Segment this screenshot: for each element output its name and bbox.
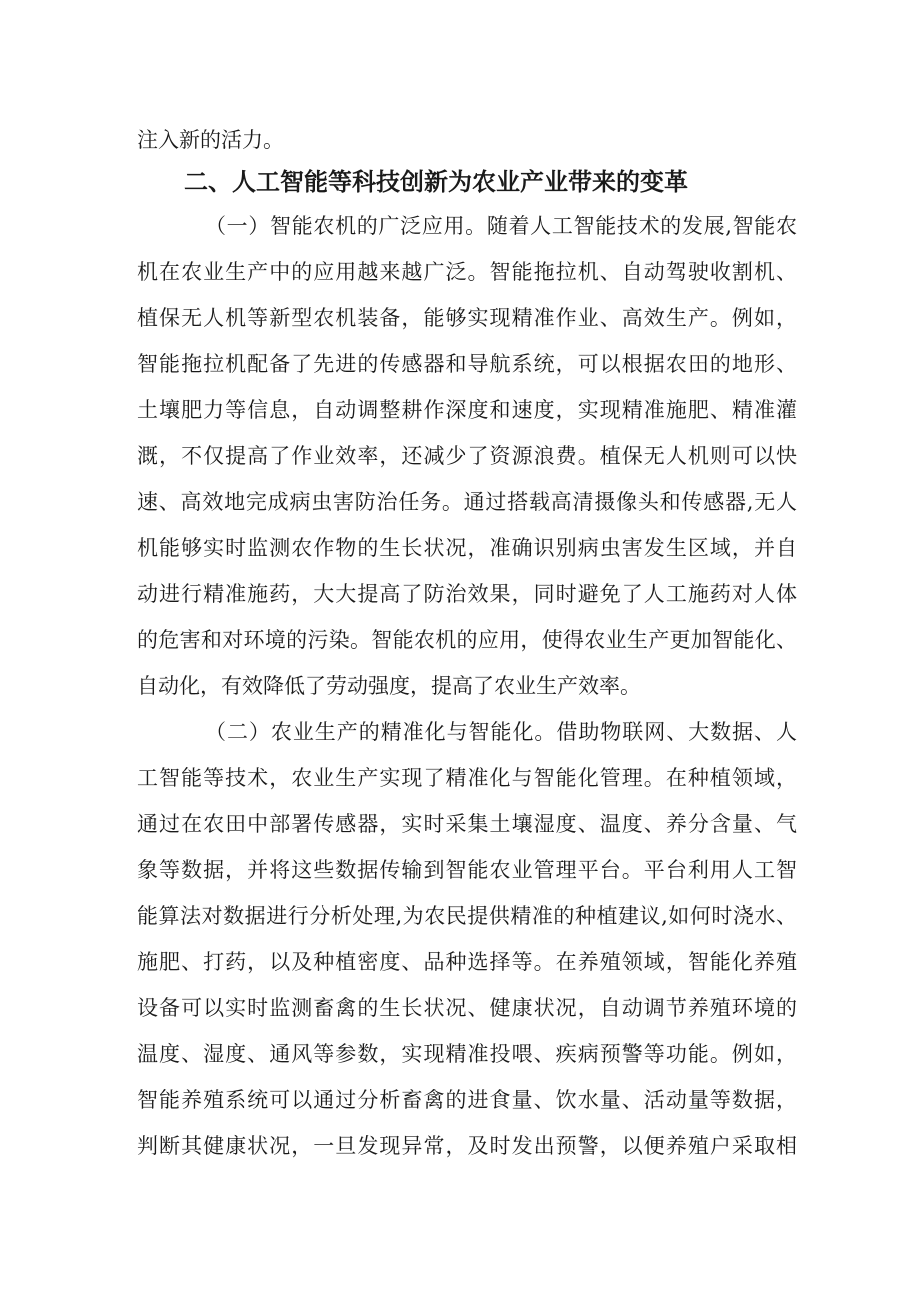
paragraph-2-line-7: 设备可以实时监测畜禽的生长状况、健康状况，自动调节养殖环境的 [137, 996, 797, 1020]
paragraph-1-line-4: 智能拖拉机配备了先进的传感器和导航系统，可以根据农田的地形、 [137, 352, 797, 376]
paragraph-1-line-2: 机在农业生产中的应用越来越广泛。智能拖拉机、自动驾驶收割机、 [137, 260, 797, 284]
section-heading: 二、人工智能等科技创新为农业产业带来的变革 [184, 168, 688, 196]
paragraph-1-line-7: 速、高效地完成病虫害防治任务。通过搭载高清摄像头和传感器,无人 [137, 490, 797, 514]
paragraph-2-line-9: 智能养殖系统可以通过分析畜禽的进食量、饮水量、活动量等数据， [137, 1088, 797, 1112]
paragraph-1-line-11: 自动化，有效降低了劳动强度，提高了农业生产效率。 [137, 674, 641, 698]
paragraph-1-line-6: 溉，不仅提高了作业效率，还减少了资源浪费。植保无人机则可以快 [137, 444, 797, 468]
paragraph-1-line-3: 植保无人机等新型农机装备，能够实现精准作业、高效生产。例如， [137, 306, 797, 330]
paragraph-1-line-8: 机能够实时监测农作物的生长状况，准确识别病虫害发生区域，并自 [137, 536, 797, 560]
paragraph-2-line-4: 象等数据，并将这些数据传输到智能农业管理平台。平台利用人工智 [137, 858, 797, 882]
paragraph-2-line-2: 工智能等技术，农业生产实现了精准化与智能化管理。在种植领域， [137, 766, 797, 790]
paragraph-1-line-5: 土壤肥力等信息，自动调整耕作深度和速度，实现精准施肥、精准灌 [137, 398, 797, 422]
paragraph-2-line-6: 施肥、打药，以及种植密度、品种选择等。在养殖领域，智能化养殖 [137, 950, 797, 974]
paragraph-1-line-1: （一）智能农机的广泛应用。随着人工智能技术的发展,智能农 [205, 214, 797, 238]
paragraph-1-line-9: 动进行精准施药，大大提高了防治效果，同时避免了人工施药对人体 [137, 582, 797, 606]
paragraph-2-line-1: （二）农业生产的精准化与智能化。借助物联网、大数据、人 [205, 720, 797, 744]
paragraph-1-line-10: 的危害和对环境的污染。智能农机的应用，使得农业生产更加智能化、 [137, 628, 797, 652]
intro-tail-line: 注入新的活力。 [137, 128, 284, 152]
paragraph-2-line-3: 通过在农田中部署传感器，实时采集土壤湿度、温度、养分含量、气 [137, 812, 797, 836]
paragraph-2-line-8: 温度、湿度、通风等参数，实现精准投喂、疾病预警等功能。例如， [137, 1042, 797, 1066]
paragraph-2-line-10: 判断其健康状况，一旦发现异常，及时发出预警，以便养殖户采取相 [137, 1134, 797, 1158]
paragraph-2-line-5: 能算法对数据进行分析处理,为农民提供精准的种植建议,如何时浇水、 [137, 904, 797, 928]
